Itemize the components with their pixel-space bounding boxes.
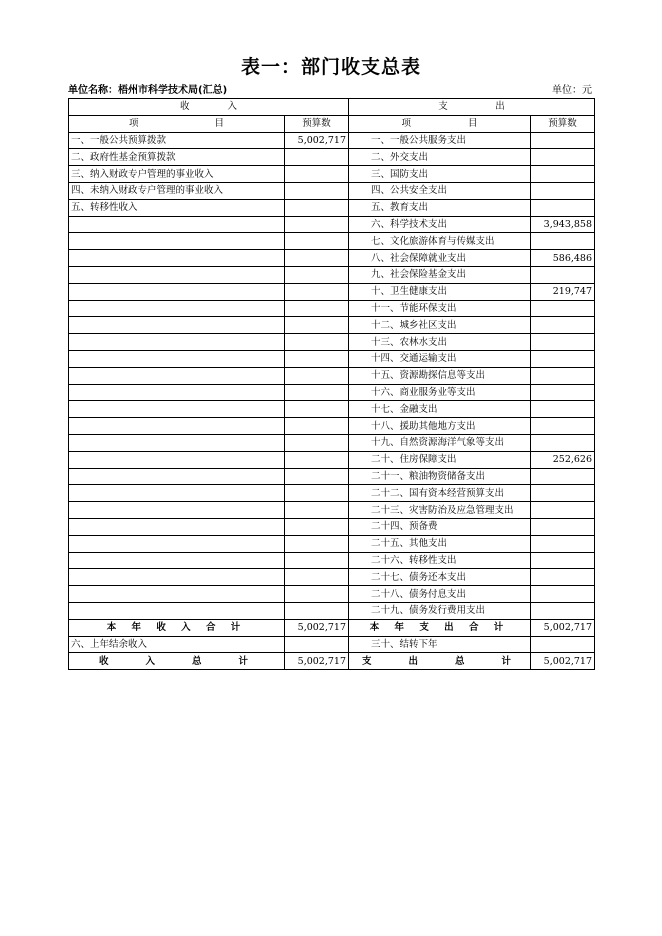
- expense-amount: [531, 132, 595, 149]
- expense-amount: 3,943,858: [531, 216, 595, 233]
- income-total-amount: 5,002,717: [285, 653, 349, 670]
- income-amount: [285, 535, 349, 552]
- income-item: [69, 468, 285, 485]
- income-amount: [285, 350, 349, 367]
- income-item: [69, 266, 285, 283]
- income-amount: [285, 300, 349, 317]
- expense-item: 二十六、转移性支出: [349, 552, 531, 569]
- income-amount: [285, 334, 349, 351]
- income-amount: [285, 199, 349, 216]
- income-item: 三、纳入财政专户管理的事业收入: [69, 166, 285, 183]
- table-row: [69, 317, 595, 334]
- income-amount: [285, 502, 349, 519]
- table-row: [69, 350, 595, 367]
- expense-amount: [531, 233, 595, 250]
- income-item: [69, 552, 285, 569]
- table-row: [69, 283, 595, 300]
- expense-item: 五、教育支出: [349, 199, 531, 216]
- expense-total-amount: 5,002,717: [531, 653, 595, 670]
- expense-amount: [531, 317, 595, 334]
- income-amount: [285, 552, 349, 569]
- expense-amount: [531, 535, 595, 552]
- expense-amount: [531, 367, 595, 384]
- table-row: [69, 451, 595, 468]
- income-amount: [285, 182, 349, 199]
- expense-amount: [531, 401, 595, 418]
- income-item: [69, 233, 285, 250]
- expense-amount: [531, 334, 595, 351]
- expense-amount: [531, 149, 595, 166]
- table-row: [69, 434, 595, 451]
- income-header: 收 入: [69, 99, 349, 116]
- income-item: [69, 216, 285, 233]
- unit-name: 单位名称：梧州市科学技术局(汇总): [68, 85, 228, 96]
- expense-amount: [531, 569, 595, 586]
- expense-item-header: 项 目: [349, 115, 531, 132]
- income-carry-label: 六、上年结余收入: [69, 636, 285, 653]
- income-item: [69, 384, 285, 401]
- income-item: [69, 300, 285, 317]
- income-item: [69, 535, 285, 552]
- expense-item: 十七、金融支出: [349, 401, 531, 418]
- table-row: [69, 149, 595, 166]
- expense-amount: [531, 166, 595, 183]
- table-row: [69, 586, 595, 603]
- page-title: 表一：部门收支总表: [240, 56, 421, 78]
- expense-amount: [531, 434, 595, 451]
- expense-item: 十四、交通运输支出: [349, 350, 531, 367]
- expense-amount: [531, 485, 595, 502]
- expense-item: 二十八、债务付息支出: [349, 586, 531, 603]
- income-amount: [285, 283, 349, 300]
- expense-amount: 586,486: [531, 250, 595, 267]
- expense-item: 二十二、国有资本经营预算支出: [349, 485, 531, 502]
- table-row: [69, 552, 595, 569]
- income-amount: [285, 384, 349, 401]
- expense-item: 二十七、债务还本支出: [349, 569, 531, 586]
- income-amount: [285, 317, 349, 334]
- income-total-label: 收 入 总 计: [69, 653, 285, 670]
- expense-item: 二十五、其他支出: [349, 535, 531, 552]
- income-amount: [285, 250, 349, 267]
- expense-subtotal-amount: 5,002,717: [531, 619, 595, 636]
- income-item: [69, 418, 285, 435]
- income-amount: [285, 451, 349, 468]
- expense-item: 十五、资源勘探信息等支出: [349, 367, 531, 384]
- expense-amount: [531, 182, 595, 199]
- income-amount: [285, 216, 349, 233]
- table-row: [69, 468, 595, 485]
- income-item: [69, 401, 285, 418]
- income-item: [69, 502, 285, 519]
- table-row: [69, 502, 595, 519]
- income-item: [69, 518, 285, 535]
- income-item: 五、转移性收入: [69, 199, 285, 216]
- table-row: [69, 401, 595, 418]
- expense-item: 二、外交支出: [349, 149, 531, 166]
- income-amount: [285, 602, 349, 619]
- income-item: 二、政府性基金预算拨款: [69, 149, 285, 166]
- expense-amount: [531, 502, 595, 519]
- income-amount: [285, 233, 349, 250]
- expense-item: 十一、节能环保支出: [349, 300, 531, 317]
- table-row: [69, 300, 595, 317]
- expense-item: 二十、住房保障支出: [349, 451, 531, 468]
- table-row: [69, 418, 595, 435]
- income-item: 四、未纳入财政专户管理的事业收入: [69, 182, 285, 199]
- table-row: [69, 199, 595, 216]
- carry-row: [69, 636, 595, 653]
- income-item: [69, 367, 285, 384]
- table-row: [69, 602, 595, 619]
- expense-item: 九、社会保险基金支出: [349, 266, 531, 283]
- expense-item: 十九、自然资源海洋气象等支出: [349, 434, 531, 451]
- income-amount: [285, 418, 349, 435]
- table-row: [69, 334, 595, 351]
- income-amount: [285, 485, 349, 502]
- expense-item: 十二、城乡社区支出: [349, 317, 531, 334]
- expense-amount: [531, 602, 595, 619]
- expense-amount: [531, 266, 595, 283]
- income-amount: [285, 149, 349, 166]
- expense-subtotal-label: 本 年 支 出 合 计: [349, 619, 531, 636]
- income-amount: [285, 367, 349, 384]
- table-row: [69, 182, 595, 199]
- income-item: [69, 602, 285, 619]
- table-row: [69, 233, 595, 250]
- expense-amount: [531, 518, 595, 535]
- expense-amount: [531, 552, 595, 569]
- table-row: [69, 166, 595, 183]
- expense-item: 三、国防支出: [349, 166, 531, 183]
- expense-amount: [531, 300, 595, 317]
- table-row: [69, 485, 595, 502]
- income-item: [69, 586, 285, 603]
- table-row: [69, 132, 595, 149]
- expense-item: 二十一、粮油物资储备支出: [349, 468, 531, 485]
- expense-amount: [531, 350, 595, 367]
- income-amount: [285, 401, 349, 418]
- income-amount: [285, 586, 349, 603]
- income-amount: [285, 266, 349, 283]
- expense-item: 二十九、债务发行费用支出: [349, 602, 531, 619]
- expense-item: 十、卫生健康支出: [349, 283, 531, 300]
- total-row: [69, 653, 595, 670]
- expense-item: 十六、商业服务业等支出: [349, 384, 531, 401]
- income-item: 一、一般公共预算拨款: [69, 132, 285, 149]
- income-carry-amount: [285, 636, 349, 653]
- income-amount: 5,002,717: [285, 132, 349, 149]
- expense-amount: [531, 586, 595, 603]
- table-row: [69, 367, 595, 384]
- income-item: [69, 283, 285, 300]
- expense-budget-header: 预算数: [531, 115, 595, 132]
- expense-item: 八、社会保障就业支出: [349, 250, 531, 267]
- expense-amount: [531, 468, 595, 485]
- table-row: [69, 216, 595, 233]
- income-item: [69, 350, 285, 367]
- expense-header: 支 出: [349, 99, 595, 116]
- income-subtotal-label: 本 年 收 入 合 计: [69, 619, 285, 636]
- table-row: [69, 250, 595, 267]
- income-budget-header: 预算数: [285, 115, 349, 132]
- income-amount: [285, 518, 349, 535]
- expense-item: 六、科学技术支出: [349, 216, 531, 233]
- subtotal-row: [69, 619, 595, 636]
- income-item: [69, 334, 285, 351]
- expense-total-label: 支 出 总 计: [349, 653, 531, 670]
- table-row: [69, 569, 595, 586]
- income-item: [69, 317, 285, 334]
- income-item: [69, 569, 285, 586]
- table-row: [69, 518, 595, 535]
- table-row: [69, 266, 595, 283]
- expense-item: 七、文化旅游体育与传媒支出: [349, 233, 531, 250]
- income-item-header: 项 目: [69, 115, 285, 132]
- income-amount: [285, 434, 349, 451]
- expense-amount: [531, 199, 595, 216]
- expense-amount: [531, 384, 595, 401]
- expense-carry-label: 三十、结转下年: [349, 636, 531, 653]
- income-item: [69, 434, 285, 451]
- income-amount: [285, 166, 349, 183]
- expense-amount: 252,626: [531, 451, 595, 468]
- expense-item: 二十四、预备费: [349, 518, 531, 535]
- income-amount: [285, 468, 349, 485]
- table-row: [69, 535, 595, 552]
- expense-amount: 219,747: [531, 283, 595, 300]
- expense-amount: [531, 418, 595, 435]
- income-subtotal-amount: 5,002,717: [285, 619, 349, 636]
- expense-item: 十三、农林水支出: [349, 334, 531, 351]
- budget-table: [68, 98, 595, 670]
- income-item: [69, 451, 285, 468]
- expense-item: 四、公共安全支出: [349, 182, 531, 199]
- expense-item: 一、一般公共服务支出: [349, 132, 531, 149]
- expense-item: 二十三、灾害防治及应急管理支出: [349, 502, 531, 519]
- table-row: [69, 384, 595, 401]
- expense-item: 十八、援助其他地方支出: [349, 418, 531, 435]
- income-item: [69, 250, 285, 267]
- unit-label: 单位：元: [552, 85, 592, 96]
- income-item: [69, 485, 285, 502]
- income-amount: [285, 569, 349, 586]
- expense-carry-amount: [531, 636, 595, 653]
